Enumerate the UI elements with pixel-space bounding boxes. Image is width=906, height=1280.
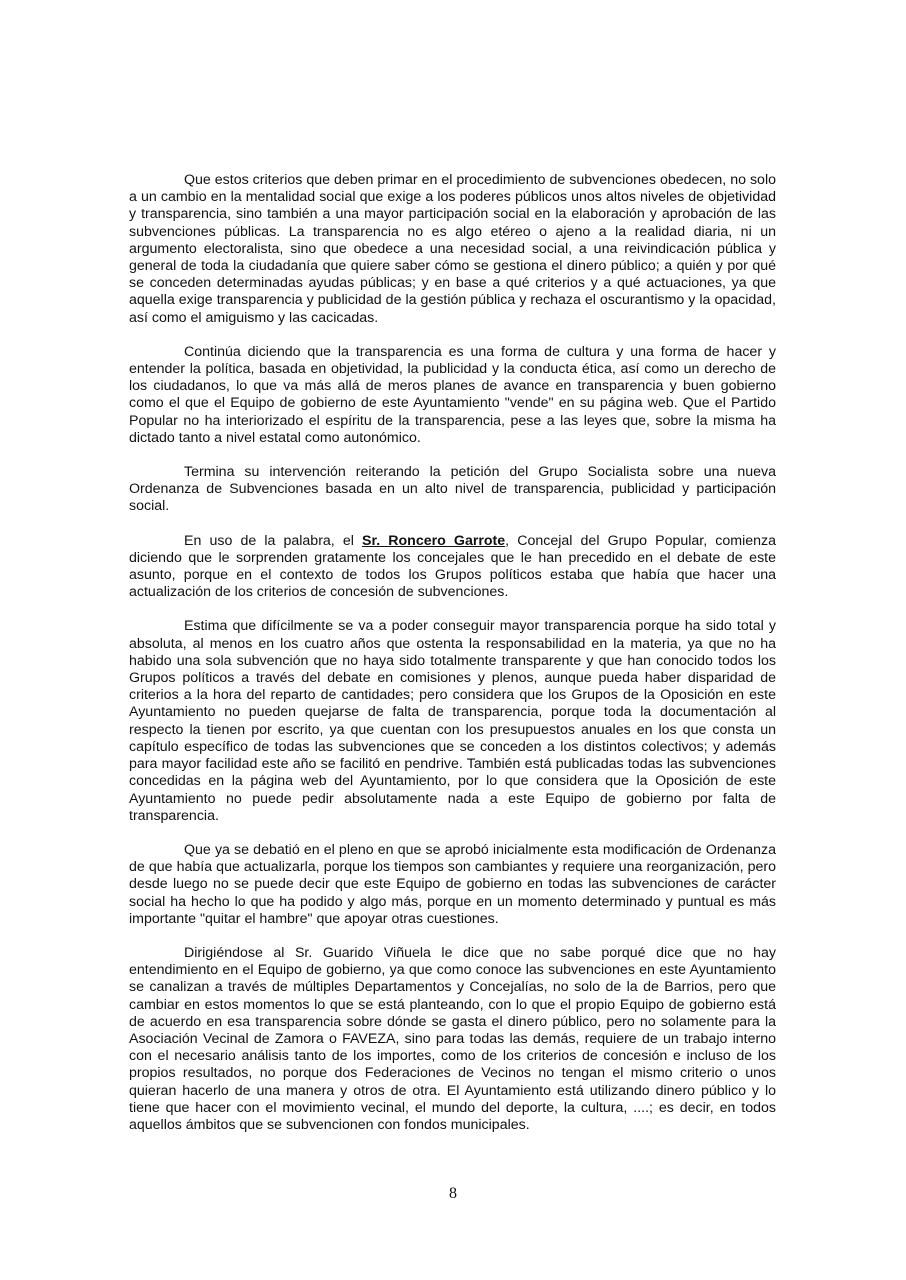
paragraph-continua: Continúa diciendo que la transparencia es una forma de cultura y una forma de hacer y entender la política, basada en objetividad, la publicidad y la conducta ética, así como un derecho de los ciudadanos, lo que va más allá de meros planes de avance en transparencia y buen gobierno como el que el Equipo de gobierno de este Ayuntamiento "vende" en su página web. Que el Partido Popular no ha interiorizado el espíritu de la transparencia, pese a las leyes que, sobre la misma ha dictado tanto a nivel estatal como autonómico.	[129, 343, 776, 446]
paragraph-speaker-intro	[129, 533, 776, 602]
paragraph-criterios: Que estos criterios que deben primar en el procedimiento de subvenciones obedecen, no solo a un cambio en la mentalidad social que exige a los poderes públicos unos altos niveles de objetividad y transparencia, sino también a una mayor participación social en la elaboración y aprobación de las subvenciones públicas. La transparencia no es algo etéreo o ajeno a la realidad diaria, ni un argumento electoralista, sino que obedece a una necesidad social, a una reivindicación pública y general de toda la ciudadanía que quiere saber cómo se gestiona el dinero público; a quién y por qué se conceden determinadas ayudas públicas; y en base a qué criterios y a qué actuaciones, ya que aquella exige transparencia y publicidad de la gestión pública y rechaza el oscurantismo y la opacidad, así como el amiguismo y las cacicadas.	[129, 172, 776, 326]
speaker-intro-rest: , Concejal del Grupo Popular, comienza diciendo que le sorprenden gratamente los concejales que le han precedido en el debate de este asunto, porque en el contexto de todos los Grupos políticos estaba que había que hacer una actualización de los criterios de concesión de subvenciones.	[129, 532, 776, 601]
document-body	[129, 172, 776, 1151]
paragraph-dirigiendose: Dirigiéndose al Sr. Guarido Viñuela le dice que no sabe porqué dice que no hay entendimiento en el Equipo de gobierno, ya que como conoce las subvenciones en este Ayuntamiento se canalizan a través de múltiples Departamentos y Concejalías, no solo de la de Barrios, pero que cambiar en estos momentos lo que se está planteando, con lo que el propio Equipo de gobierno está de acuerdo en esa transparencia sobre dónde se gasta el dinero público, pero no solamente para la Asociación Vecinal de Zamora o FAVEZA, sino para todas las demás, requiere de un trabajo interno con el necesario análisis tanto de los importes, como de los criterios de concesión e incluso de los propios resultados, no porque dos Federaciones de Vecinos no tengan el mismo criterio o unos quieran hacerlo de una manera y otros de otra. El Ayuntamiento está utilizando dinero público y lo tiene que hacer con el movimiento vecinal, el mundo del deporte, la cultura, ....; es decir, en todos aquellos ámbitos que se subvencionen con fondos municipales.	[129, 944, 776, 1133]
page-number: 8	[449, 1185, 457, 1202]
speaker-name: Sr. Roncero Garrote	[362, 532, 506, 549]
paragraph-debatio: Que ya se debatió en el pleno en que se aprobó inicialmente esta modificación de Ordenanza de que había que actualizarla, porque los tiempos son cambiantes y requiere una reorganización, pero desde luego no se puede decir que este Equipo de gobierno en todas las subvenciones de carácter social ha hecho lo que ha podido y algo más, porque en un momento determinado y puntual es más importante "quitar el hambre" que apoyar otras cuestiones.	[129, 841, 776, 927]
speaker-intro-text: En uso de la palabra, el	[184, 532, 363, 549]
paragraph-estima: Estima que difícilmente se va a poder conseguir mayor transparencia porque ha sido total y absoluta, al menos en los cuatro años que ostenta la responsabilidad en la materia, ya que no ha habido una sola subvención que no haya sido totalmente transparente y que han conocido todos los Grupos políticos a través del debate en comisiones y plenos, aunque pueda haber disparidad de criterios a la hora del reparto de cantidades; pero considera que los Grupos de la Oposición en este Ayuntamiento no pueden quejarse de falta de transparencia, porque toda la documentación al respecto la tienen por escrito, ya que cuentan con los presupuestos anuales en los que consta un capítulo específico de todas las subvenciones que se conceden a los distintos colectivos; y además para mayor facilidad este año se facilitó en pendrive. También está publicadas todas las subvenciones concedidas en la página web del Ayuntamiento, por lo que considera que la Oposición de este Ayuntamiento no puede pedir absolutamente nada a este Equipo de gobierno por falta de transparencia.	[129, 618, 776, 824]
paragraph-termina: Termina su intervención reiterando la petición del Grupo Socialista sobre una nueva Ordenanza de Subvenciones basada en un alto nivel de transparencia, publicidad y participación social.	[129, 464, 776, 515]
